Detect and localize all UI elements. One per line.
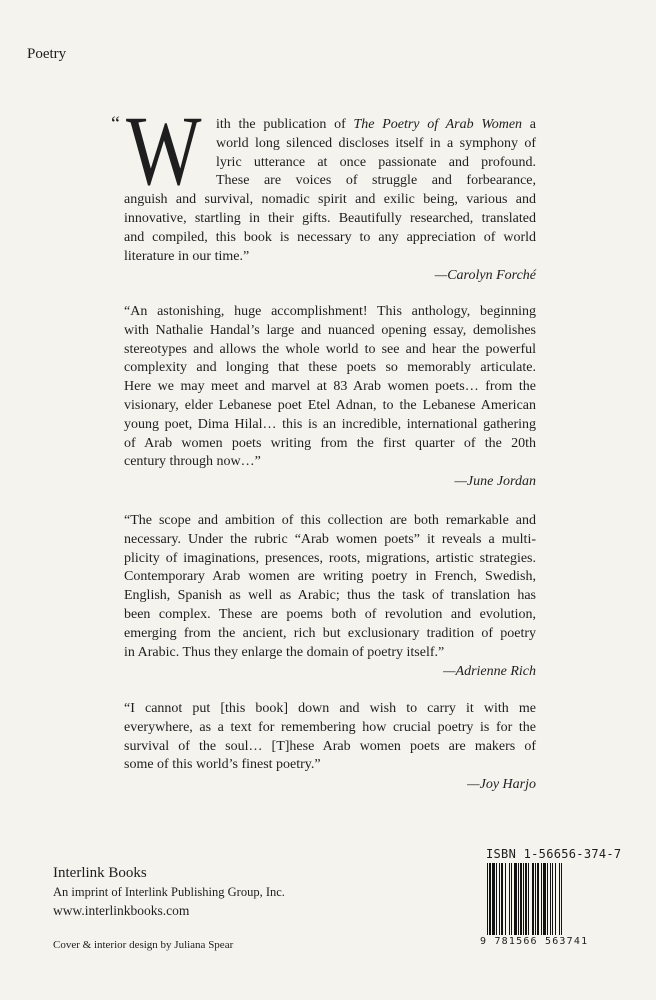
blurb-line: some of this world’s finest poetry.” bbox=[124, 757, 321, 773]
barcode-bar bbox=[555, 863, 556, 935]
barcode-bar bbox=[550, 863, 551, 935]
barcode-bar bbox=[518, 863, 519, 935]
barcode bbox=[487, 863, 599, 935]
barcode-bar bbox=[520, 863, 522, 935]
blurb-line: “An astonishing, huge accomplishment! This anthology, beginning bbox=[124, 304, 536, 319]
barcode-bar bbox=[525, 863, 527, 935]
blurb-line: been complex. These are poems both of revolution and evolution, bbox=[124, 606, 536, 622]
barcode-bar bbox=[543, 863, 546, 935]
blurb-line: complexity and longing that these poets so memorably articulate. bbox=[124, 360, 536, 376]
blurb-line: everywhere, as a text for remembering how crucial poetry is for the bbox=[124, 719, 536, 735]
barcode-bar bbox=[514, 863, 517, 935]
attribution: —June Jordan bbox=[454, 474, 536, 490]
blurb-line: ith the publication of The Poetry of Arab Women a bbox=[216, 117, 537, 132]
blurb-line: young poet, Dima Hilal… this is an incredible, international gathering bbox=[124, 416, 536, 432]
barcode-digits: 9 781566 563741 bbox=[480, 936, 589, 947]
publisher-website: www.interlinkbooks.com bbox=[53, 903, 190, 918]
blurb-line: century through now…” bbox=[124, 454, 261, 470]
barcode-bar bbox=[535, 863, 536, 935]
barcode-bar bbox=[561, 863, 562, 935]
blurb-line: world long silenced discloses itself in a symphony of bbox=[216, 135, 536, 151]
category-label: Poetry bbox=[27, 46, 67, 62]
blurb-line: in Arabic. Thus they enlarge the domain of poetry itself.” bbox=[124, 644, 445, 660]
blurb-line: “The scope and ambition of this collection are both remarkable and bbox=[124, 513, 536, 528]
attribution: —Adrienne Rich bbox=[443, 664, 536, 680]
barcode-bar bbox=[509, 863, 510, 935]
barcode-bar bbox=[492, 863, 495, 935]
publisher-block bbox=[53, 864, 285, 920]
barcode-bar bbox=[505, 863, 506, 935]
attribution: —Carolyn Forché bbox=[434, 268, 536, 284]
barcode-bar bbox=[523, 863, 524, 935]
open-quote-mark: “ bbox=[111, 113, 120, 135]
barcode-bar bbox=[552, 863, 553, 935]
blurb-line: survival of the soul… [T]hese Arab women poets are makers of bbox=[124, 738, 536, 754]
barcode-bar bbox=[541, 863, 542, 935]
blurb-line: Contemporary Arab women are writing poetry in French, Swedish, bbox=[124, 569, 536, 585]
blurb-forche bbox=[111, 95, 537, 286]
blurb-line: These are voices of struggle and forbearance, bbox=[216, 173, 536, 189]
blurb-line: English, Spanish as well as Arabic; thus the task of translation has bbox=[124, 588, 536, 604]
attribution: —Joy Harjo bbox=[467, 777, 536, 793]
blurb-harjo bbox=[124, 700, 536, 795]
blurb-line: of Arab women poets writing from the first quarter of the 20th bbox=[124, 435, 536, 451]
barcode-bar bbox=[487, 863, 488, 935]
blurb-line: innovative, startling in their gifts. Beautifully researched, translated bbox=[124, 210, 536, 226]
barcode-bar bbox=[496, 863, 497, 935]
publisher-name: Interlink Books bbox=[53, 865, 147, 881]
blurb-line: necessary. Under the rubric “Arab women poets” it reveals a multi- bbox=[124, 531, 536, 547]
barcode-bar bbox=[489, 863, 491, 935]
blurb-line: literature in our time.” bbox=[124, 248, 250, 264]
barcode-bar bbox=[559, 863, 560, 935]
blurb-line: plicity of imaginations, presences, roots, migrations, artistic strategies. bbox=[124, 550, 536, 566]
book-title: The Poetry of Arab Women bbox=[353, 117, 523, 132]
barcode-bar bbox=[547, 863, 548, 935]
barcode-bar bbox=[511, 863, 512, 935]
barcode-bar bbox=[499, 863, 500, 935]
barcode-bar bbox=[532, 863, 534, 935]
blurb-line: “I cannot put [this book] down and wish to carry it with me bbox=[124, 701, 536, 716]
blurb-line: stereotypes and allows the whole world to see and hear the powerful bbox=[124, 341, 536, 357]
blurb-line: lyric utterance at once passionate and profound. bbox=[216, 154, 536, 170]
blurb-line: with Nathalie Handal’s large and nuanced opening essay, demolishes bbox=[124, 322, 536, 338]
blurb-line: anguish and survival, nomadic spirit and exilic being, various and bbox=[124, 192, 536, 208]
blurb-line: and compiled, this book is necessary to any appreciation of world bbox=[124, 229, 536, 245]
barcode-bar bbox=[537, 863, 539, 935]
blurb-rich bbox=[124, 512, 536, 682]
barcode-bar bbox=[528, 863, 529, 935]
blurb-line: Here we may meet and marvel at 83 Arab women poets… from the bbox=[124, 379, 536, 395]
blurb-line: emerging from the ancient, rich but exclusionary tradition of poetry bbox=[124, 625, 536, 641]
blurb-jordan bbox=[124, 303, 536, 492]
publisher-imprint: An imprint of Interlink Publishing Group, Inc. bbox=[53, 885, 285, 899]
barcode-bar bbox=[501, 863, 503, 935]
blurb-line: visionary, elder Lebanese poet Etel Adnan, to the Lebanese American bbox=[124, 397, 536, 413]
drop-cap: W bbox=[126, 95, 202, 206]
isbn-label: ISBN 1-56656-374-7 bbox=[486, 847, 622, 861]
design-credit: Cover & interior design by Juliana Spear bbox=[53, 939, 234, 951]
